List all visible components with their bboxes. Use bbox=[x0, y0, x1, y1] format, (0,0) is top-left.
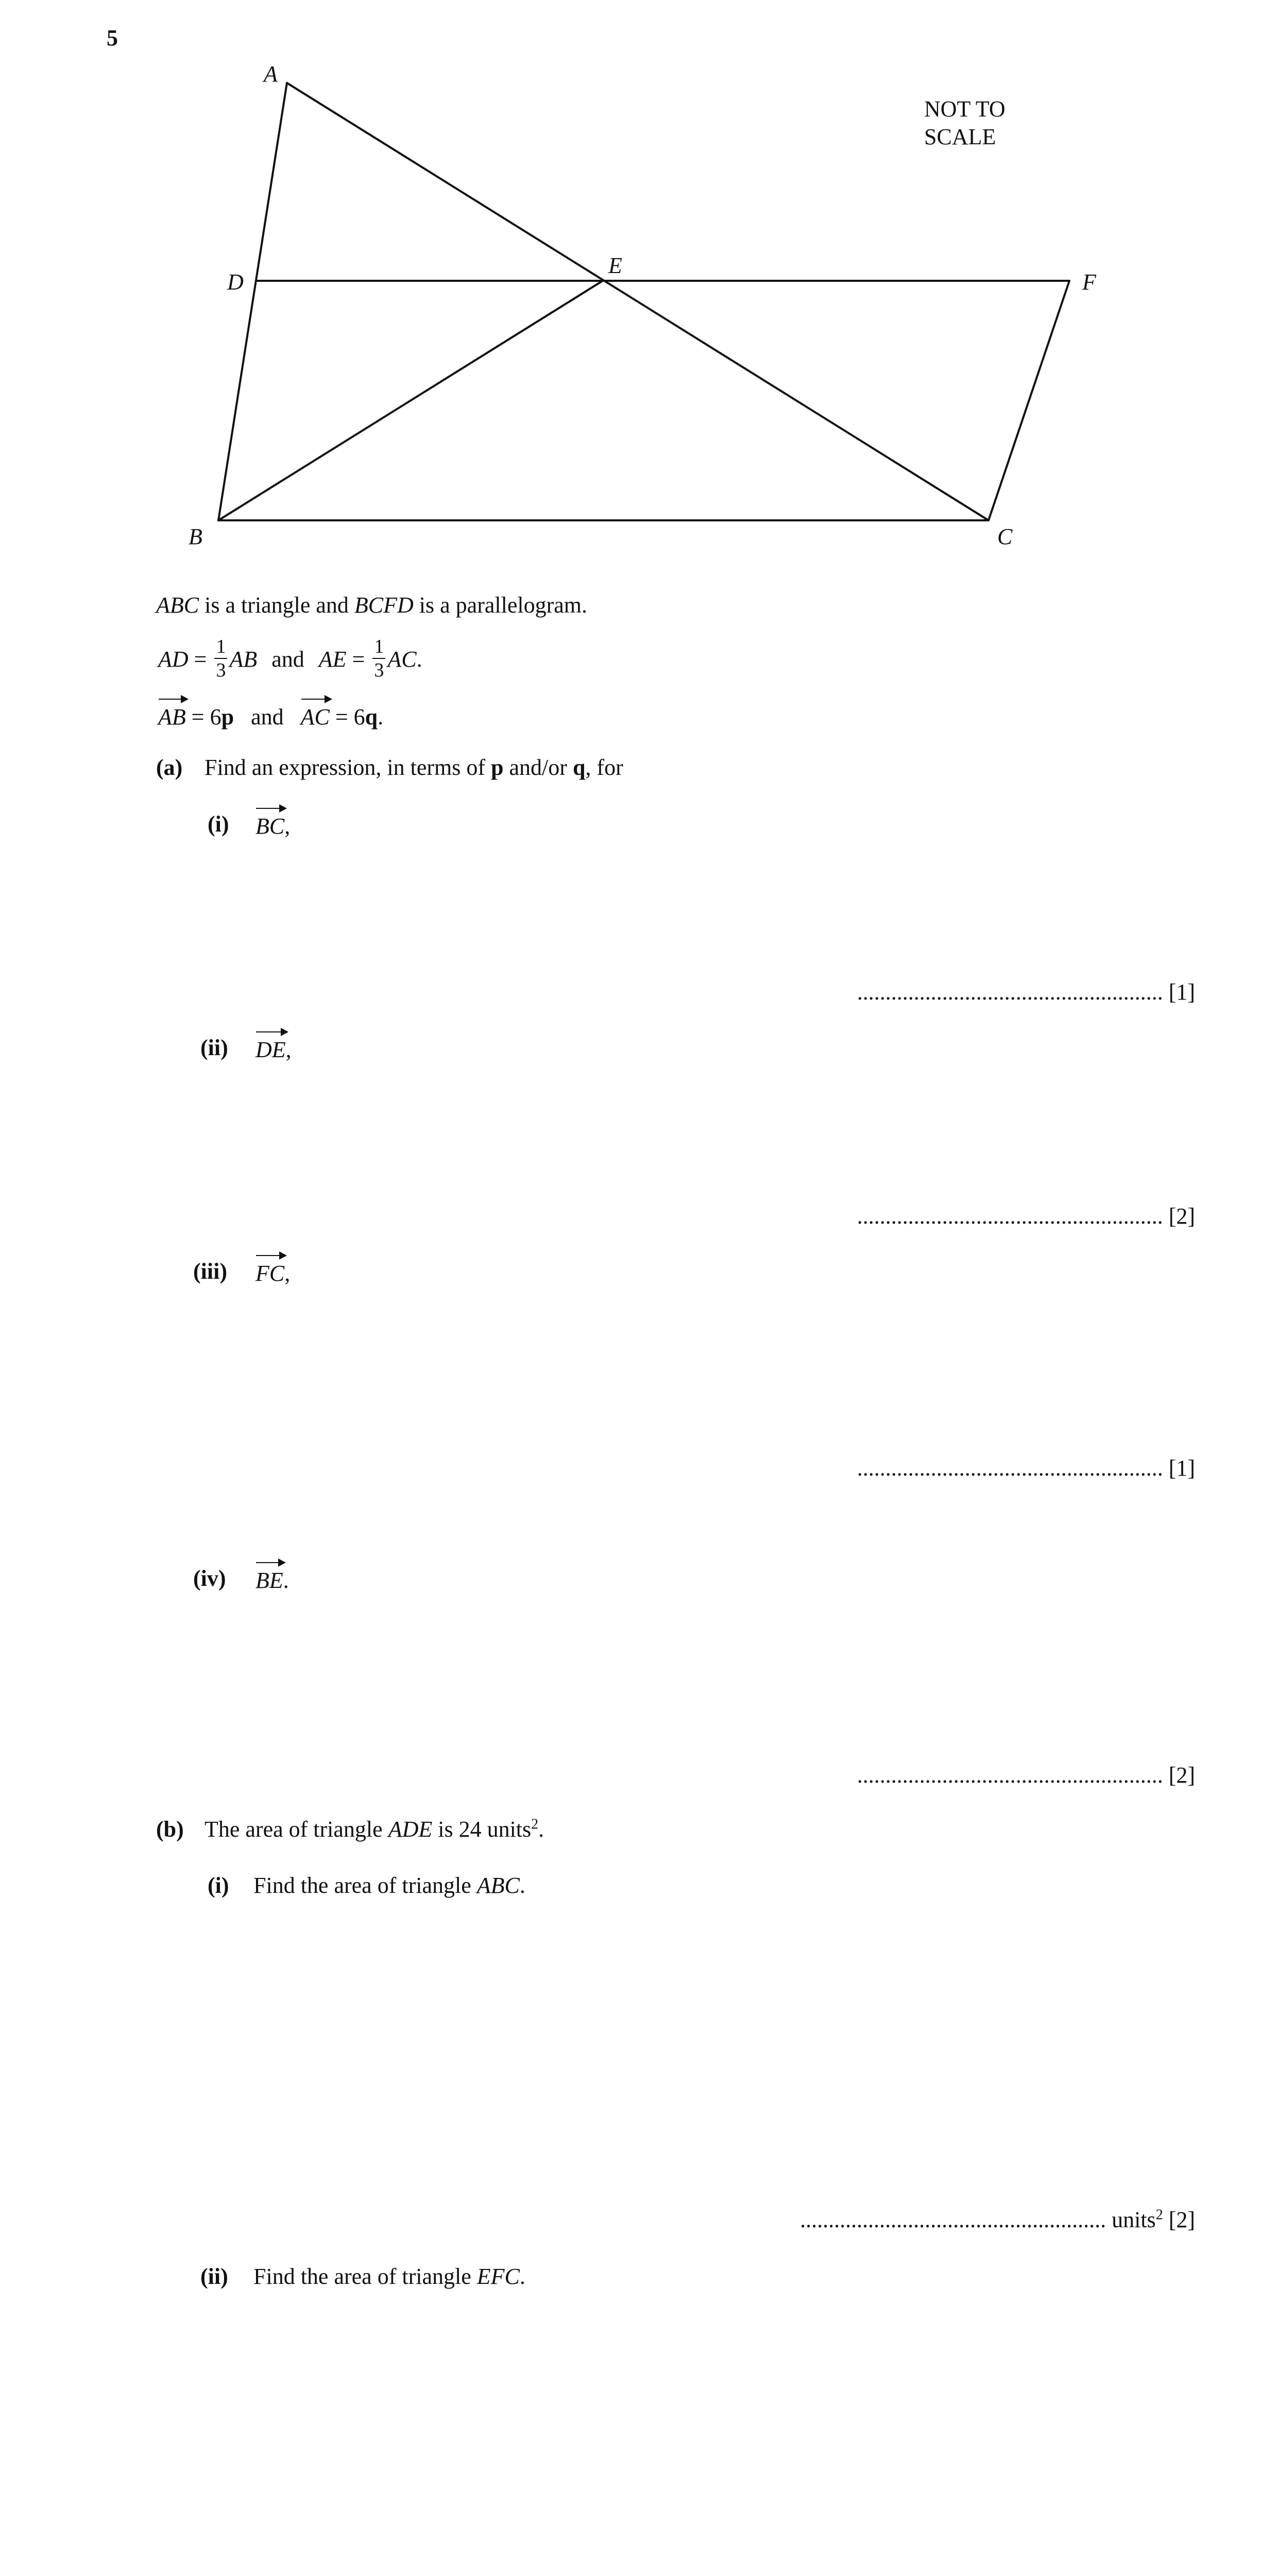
vertex-label-e: E bbox=[608, 253, 622, 278]
part-a-text-start: Find an expression, in terms of bbox=[205, 755, 491, 780]
period: . bbox=[416, 647, 422, 672]
equals-6-2: = 6 bbox=[329, 704, 365, 730]
fraction-denominator-2: 3 bbox=[374, 659, 384, 681]
marks-a-ii: [2] bbox=[1168, 1204, 1195, 1229]
subpart-a-ii-expr bbox=[255, 1037, 292, 1061]
superscript-2: 2 bbox=[1155, 2207, 1163, 2223]
part-b-text-start: The area of triangle bbox=[205, 1817, 388, 1842]
part-b-label: (b) bbox=[156, 1817, 184, 1842]
answer-dots: ...................................................... bbox=[857, 1762, 1163, 1788]
vector-fc: FC bbox=[255, 1261, 285, 1286]
marks-b-i: [2] bbox=[1163, 2207, 1195, 2232]
subpart-a-iv-label: (iv) bbox=[193, 1566, 226, 1591]
subpart-b-ii-text bbox=[253, 2265, 525, 2288]
label-abc: ABC bbox=[156, 592, 199, 618]
units: units bbox=[1106, 2207, 1156, 2232]
marks-a-i: [1] bbox=[1168, 979, 1195, 1005]
part-b-text-end: is 24 units bbox=[432, 1817, 532, 1842]
vector-de: DE bbox=[255, 1037, 286, 1062]
part-a-text bbox=[205, 756, 623, 779]
superscript-2: 2 bbox=[531, 1816, 539, 1833]
punct: , bbox=[285, 1037, 292, 1062]
label-ade: ADE bbox=[388, 1817, 433, 1842]
answer-dots: ...................................................... bbox=[800, 2207, 1106, 2232]
part-b-text bbox=[205, 1818, 544, 1841]
marks-a-iii: [1] bbox=[1168, 1455, 1195, 1481]
punct: , bbox=[284, 1261, 291, 1286]
intro-line-2 bbox=[158, 638, 422, 681]
instruction: Find the area of triangle bbox=[253, 2264, 477, 2289]
part-a-text-end: , for bbox=[585, 755, 623, 780]
period: . bbox=[519, 1873, 525, 1898]
answer-line-a-i[interactable] bbox=[857, 979, 1195, 1005]
label-efc: EFC bbox=[476, 2264, 520, 2289]
segment-ab bbox=[218, 83, 287, 520]
segment-cf bbox=[989, 281, 1069, 520]
answer-line-a-iv[interactable] bbox=[857, 1762, 1195, 1788]
question-number: 5 bbox=[107, 25, 118, 50]
subpart-b-i-label: (i) bbox=[208, 1873, 229, 1898]
vector-p: p bbox=[221, 704, 234, 730]
vector-ac: AC bbox=[300, 704, 330, 730]
vector-ab: AB bbox=[158, 704, 186, 730]
and-word-2: and bbox=[251, 704, 284, 730]
subpart-b-i-text bbox=[253, 1874, 525, 1897]
label-ab: AB bbox=[229, 647, 258, 672]
fraction-numerator-2: 1 bbox=[372, 637, 385, 659]
answer-dots: ...................................................... bbox=[857, 979, 1163, 1005]
segment-ac bbox=[287, 83, 989, 520]
label-ae: AE bbox=[318, 647, 347, 672]
period: . bbox=[538, 1817, 544, 1842]
period-2: . bbox=[378, 704, 384, 730]
subpart-a-ii-label: (ii) bbox=[200, 1035, 228, 1060]
vertex-label-f: F bbox=[1082, 269, 1096, 295]
intro-line-1 bbox=[156, 594, 587, 617]
label-ac: AC bbox=[387, 647, 417, 672]
period: . bbox=[519, 2264, 525, 2289]
label-ad: AD bbox=[158, 647, 189, 672]
vertex-label-c: C bbox=[997, 524, 1013, 549]
symbol-p: p bbox=[491, 755, 504, 780]
answer-line-b-i[interactable] bbox=[800, 2207, 1195, 2233]
vector-q: q bbox=[365, 704, 378, 730]
scale-note-line2: SCALE bbox=[924, 124, 996, 149]
fraction-numerator: 1 bbox=[214, 637, 227, 659]
subpart-a-iii-label: (iii) bbox=[193, 1259, 227, 1284]
subpart-a-iii-expr bbox=[255, 1260, 290, 1285]
answer-dots: ...................................................... bbox=[857, 1455, 1163, 1481]
vertex-label-a: A bbox=[264, 61, 278, 87]
marks-a-iv: [2] bbox=[1168, 1762, 1195, 1788]
part-a-label: (a) bbox=[156, 755, 183, 780]
instruction: Find the area of triangle bbox=[253, 1873, 477, 1898]
intro-text-end: is a parallelogram. bbox=[413, 592, 587, 618]
symbol-q: q bbox=[572, 755, 586, 780]
subpart-a-i-label: (i) bbox=[208, 811, 229, 837]
vector-bc: BC bbox=[255, 814, 285, 839]
answer-dots: ...................................................... bbox=[857, 1204, 1163, 1229]
segment-be bbox=[218, 281, 603, 520]
fraction-denominator: 3 bbox=[216, 659, 226, 681]
scale-note bbox=[924, 95, 1006, 151]
subpart-a-i-expr bbox=[255, 813, 290, 838]
vertex-label-d: D bbox=[227, 269, 244, 295]
answer-line-a-ii[interactable] bbox=[857, 1203, 1195, 1229]
part-a-text-mid: and/or bbox=[503, 755, 573, 780]
answer-line-a-iii[interactable] bbox=[857, 1455, 1195, 1481]
equals-2: = bbox=[346, 647, 371, 672]
punct: , bbox=[284, 814, 291, 839]
intro-text: is a triangle and bbox=[199, 592, 354, 618]
fraction-one-third bbox=[214, 637, 227, 680]
fraction-one-third-2 bbox=[372, 637, 385, 680]
vector-be: BE bbox=[255, 1568, 283, 1593]
equals: = bbox=[188, 647, 213, 672]
subpart-a-iv-expr bbox=[255, 1567, 289, 1592]
scale-note-line1: NOT TO bbox=[924, 96, 1006, 122]
label-bcfd: BCFD bbox=[354, 592, 414, 618]
intro-line-3 bbox=[158, 704, 383, 728]
label-abc-2: ABC bbox=[476, 1873, 520, 1898]
punct: . bbox=[283, 1568, 289, 1593]
subpart-b-ii-label: (ii) bbox=[200, 2264, 228, 2289]
vertex-label-b: B bbox=[189, 524, 202, 549]
and-word: and bbox=[271, 647, 304, 672]
equals-6: = 6 bbox=[185, 704, 221, 730]
